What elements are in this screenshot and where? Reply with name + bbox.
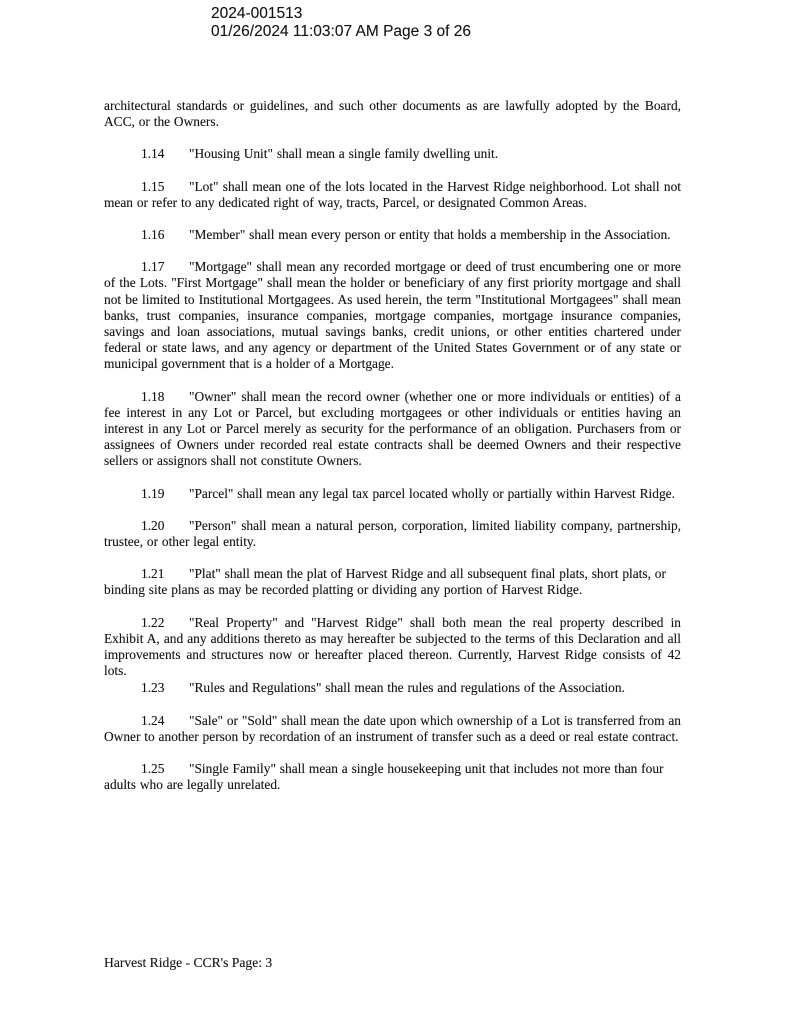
section-text: "Lot" shall mean one of the lots located in the Harvest Ridge neighborhood. Lot shall not mean or refer to any dedicated right of way, tracts, Parcel, or designated Common Areas.	[104, 178, 681, 210]
section-1-17	[104, 259, 681, 372]
section-text: "Rules and Regulations" shall mean the rules and regulations of the Association.	[189, 680, 625, 696]
section-text: "Sale" or "Sold" shall mean the date upon which ownership of a Lot is transferred from an Owner to another person by recordation of an instrument of transfer such as a deed or real estate contract.	[104, 712, 681, 744]
section-text: "Member" shall mean every person or entity that holds a membership in the Association.	[189, 227, 671, 243]
section-1-15	[104, 179, 681, 211]
section-text: "Plat" shall mean the plat of Harvest Ridge and all subsequent final plats, short plats, or binding site plans as may be recorded platting or dividing any portion of Harvest Ridge.	[104, 566, 666, 598]
section-text: "Real Property" and "Harvest Ridge" shall both mean the real property described in Exhibit A, and any additions thereto as may hereafter be subjected to the terms of this Declaration and all improvements and structures now or hereafter placed thereon. Currently, Harvest Ridge consists of 42 lots.	[104, 614, 681, 679]
section-1-24	[104, 713, 681, 745]
section-number: 1.19	[141, 485, 165, 501]
section-number: 1.20	[141, 517, 165, 533]
section-number: 1.15	[141, 178, 165, 194]
section-1-22	[104, 615, 681, 680]
section-number: 1.21	[141, 566, 165, 582]
section-number: 1.23	[141, 680, 165, 696]
section-1-16	[104, 227, 681, 243]
section-1-14	[104, 146, 681, 162]
recording-stamp	[211, 5, 471, 40]
section-text: "Single Family" shall mean a single housekeeping unit that includes not more than four adults who are legally unrelated.	[104, 761, 664, 793]
document-body	[104, 98, 681, 810]
section-text: "Owner" shall mean the record owner (whether one or more individuals or entities) of a fee interest in any Lot or Parcel, but excluding mortgagees or other individuals or entities having an interest in any Lot or Parcel merely as security for the performance of an obligation. Purchasers from or assignees of Owners under recorded real estate contracts shall be deemed Owners and their respective sellers or assignors shall not constitute Owners.	[104, 388, 681, 469]
section-text: "Housing Unit" shall mean a single family dwelling unit.	[189, 146, 499, 162]
section-number: 1.25	[141, 761, 165, 777]
recording-datetime-page: 01/26/2024 11:03:07 AM Page 3 of 26	[211, 22, 471, 40]
paragraph-continuation: architectural standards or guidelines, and such other documents as are lawfully adopted by the Board, ACC, or the Owners.	[104, 98, 681, 130]
section-1-25	[104, 761, 681, 793]
section-1-20	[104, 518, 681, 550]
section-text: "Parcel" shall mean any legal tax parcel located wholly or partially within Harvest Ridge.	[189, 485, 675, 501]
recording-number: 2024-001513	[211, 5, 303, 22]
section-text: "Mortgage" shall mean any recorded mortgage or deed of trust encumbering one or more of the Lots. "First Mortgage" shall mean the holder or beneficiary of any first priority mortgage and shall not be limited to Institutional Mortgagees. As used herein, the term "Institutional Mortgagees" shall mean banks, trust companies, insurance companies, mortgage companies, mortgage insurance companies, savings and loan associations, mutual savings banks, credit unions, or other entities chartered under federal or state laws, and any agency or department of the United States Government or of any state or municipal government that is a holder of a Mortgage.	[104, 259, 681, 372]
section-number: 1.14	[141, 146, 165, 162]
section-1-23	[104, 680, 681, 696]
page-footer: Harvest Ridge - CCR's Page: 3	[104, 955, 273, 970]
section-1-21	[104, 566, 681, 598]
section-number: 1.24	[141, 712, 165, 728]
section-text: "Person" shall mean a natural person, corporation, limited liability company, partnership, trustee, or other legal entity.	[104, 517, 681, 550]
section-1-18	[104, 389, 681, 470]
section-number: 1.17	[141, 259, 165, 275]
section-number: 1.18	[141, 388, 165, 404]
section-number: 1.22	[141, 614, 165, 630]
section-1-19	[104, 486, 681, 502]
section-number: 1.16	[141, 227, 165, 243]
